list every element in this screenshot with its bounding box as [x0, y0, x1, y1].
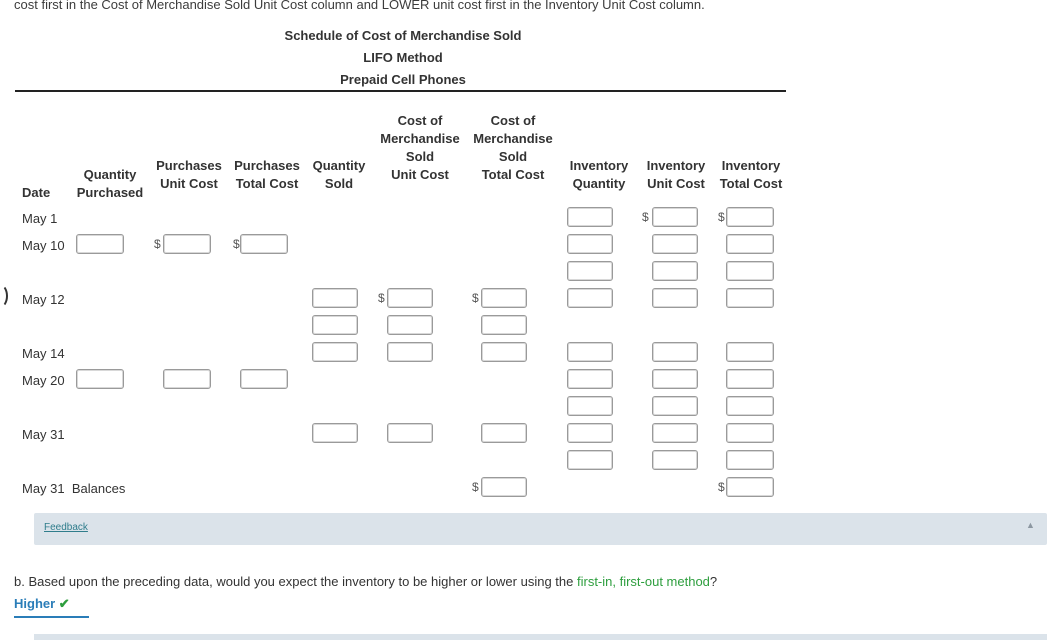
inventory-total-cost-input[interactable] [726, 207, 774, 227]
row-label-may-1: May 1 [22, 211, 58, 226]
dollar-sign: $ [472, 480, 479, 494]
inventory-total-balance-input[interactable] [726, 477, 774, 497]
schedule-title: Schedule of Cost of Merchandise Sold [284, 28, 522, 43]
header-inventory-quantity: Inventory Quantity [569, 158, 629, 191]
inventory-quantity-input[interactable] [567, 423, 613, 443]
feedback-link[interactable]: Feedback [44, 522, 88, 533]
inventory-unit-cost-input[interactable] [652, 261, 698, 281]
cms-total-cost-input[interactable] [481, 423, 527, 443]
cms-unit-cost-input[interactable] [387, 288, 433, 308]
inventory-unit-cost-input[interactable] [652, 423, 698, 443]
inventory-unit-cost-input[interactable] [652, 288, 698, 308]
cms-unit-cost-input[interactable] [387, 342, 433, 362]
next-panel [34, 634, 1047, 640]
purchases-unit-cost-input[interactable] [163, 369, 211, 389]
inventory-quantity-input[interactable] [567, 450, 613, 470]
header-cms-total-cost: Cost of Merchandise Sold Total Cost [473, 113, 553, 182]
cms-total-cost-input[interactable] [481, 288, 527, 308]
inventory-total-cost-input[interactable] [726, 369, 774, 389]
cms-unit-cost-input[interactable] [387, 315, 433, 335]
fifo-glossary-link[interactable]: first-in, first-out method [576, 574, 710, 589]
dollar-sign: $ [718, 480, 725, 494]
inventory-total-cost-input[interactable] [726, 342, 774, 362]
row-label-may-14: May 14 [22, 346, 65, 361]
inventory-quantity-input[interactable] [567, 207, 613, 227]
cms-total-cost-input[interactable] [481, 315, 527, 335]
schedule-company: Prepaid Cell Phones [340, 72, 466, 87]
dollar-sign: $ [154, 237, 161, 251]
header-cms-unit-cost: Cost of Merchandise Sold Unit Cost [380, 113, 460, 182]
inventory-total-cost-input[interactable] [726, 288, 774, 308]
inventory-quantity-input[interactable] [567, 234, 613, 254]
inventory-total-cost-input[interactable] [726, 396, 774, 416]
cms-total-balance-input[interactable] [481, 477, 527, 497]
inventory-quantity-input[interactable] [567, 369, 613, 389]
question-b-text [14, 574, 717, 589]
quantity-sold-input[interactable] [312, 423, 358, 443]
checkmark-icon: ✔ [58, 596, 70, 611]
row-label-may-12: May 12 [22, 292, 65, 307]
edge-marker-icon [0, 284, 8, 308]
header-date: Date [22, 185, 51, 200]
header-purchases-unit-cost: Purchases Unit Cost [156, 158, 222, 191]
inventory-total-cost-input[interactable] [726, 234, 774, 254]
question-b-suffix: ? [709, 574, 718, 589]
header-quantity-sold: Quantity Sold [312, 158, 366, 191]
schedule-method: LIFO Method [363, 50, 443, 65]
question-b-prefix: b. Based upon the preceding data, would you expect the inventory to be higher or lower using the [14, 574, 577, 589]
answer-select[interactable] [14, 596, 89, 618]
answer-value: Higher [14, 596, 56, 611]
cms-total-cost-input[interactable] [481, 342, 527, 362]
quantity-sold-input[interactable] [312, 342, 358, 362]
purchases-total-cost-input[interactable] [240, 369, 288, 389]
header-inventory-unit-cost: Inventory Unit Cost [646, 158, 706, 191]
inventory-unit-cost-input[interactable] [652, 207, 698, 227]
header-inventory-total-cost: Inventory Total Cost [719, 158, 783, 191]
row-label-may-10: May 10 [22, 238, 65, 253]
inventory-total-cost-input[interactable] [726, 450, 774, 470]
quantity-purchased-input[interactable] [76, 234, 124, 254]
row-label-balances: May 31 Balances [22, 481, 126, 496]
quantity-sold-input[interactable] [312, 315, 358, 335]
inventory-quantity-input[interactable] [567, 342, 613, 362]
row-label-may-20: May 20 [22, 373, 65, 388]
feedback-panel[interactable] [34, 513, 1047, 545]
purchases-unit-cost-input[interactable] [163, 234, 211, 254]
purchases-total-cost-input[interactable] [240, 234, 288, 254]
quantity-purchased-input[interactable] [76, 369, 124, 389]
dollar-sign: $ [378, 291, 385, 305]
dollar-sign: $ [472, 291, 479, 305]
dollar-sign: $ [642, 210, 649, 224]
title-divider [15, 90, 786, 92]
inventory-unit-cost-input[interactable] [652, 342, 698, 362]
inventory-unit-cost-input[interactable] [652, 234, 698, 254]
dollar-sign: $ [233, 237, 240, 251]
quantity-sold-input[interactable] [312, 288, 358, 308]
inventory-unit-cost-input[interactable] [652, 450, 698, 470]
inventory-unit-cost-input[interactable] [652, 369, 698, 389]
inventory-quantity-input[interactable] [567, 396, 613, 416]
triangle-up-icon[interactable]: ▲ [1026, 520, 1035, 530]
inventory-total-cost-input[interactable] [726, 261, 774, 281]
header-purchases-total-cost: Purchases Total Cost [234, 158, 300, 191]
inventory-quantity-input[interactable] [567, 288, 613, 308]
instructions-text: cost first in the Cost of Merchandise Sold Unit Cost column and LOWER unit cost first in the Inventory Unit Cost column. [14, 0, 705, 12]
dollar-sign: $ [718, 210, 725, 224]
inventory-quantity-input[interactable] [567, 261, 613, 281]
inventory-unit-cost-input[interactable] [652, 396, 698, 416]
cms-unit-cost-input[interactable] [387, 423, 433, 443]
inventory-total-cost-input[interactable] [726, 423, 774, 443]
header-quantity-purchased: Quantity Purchased [76, 167, 144, 200]
row-label-may-31: May 31 [22, 427, 65, 442]
